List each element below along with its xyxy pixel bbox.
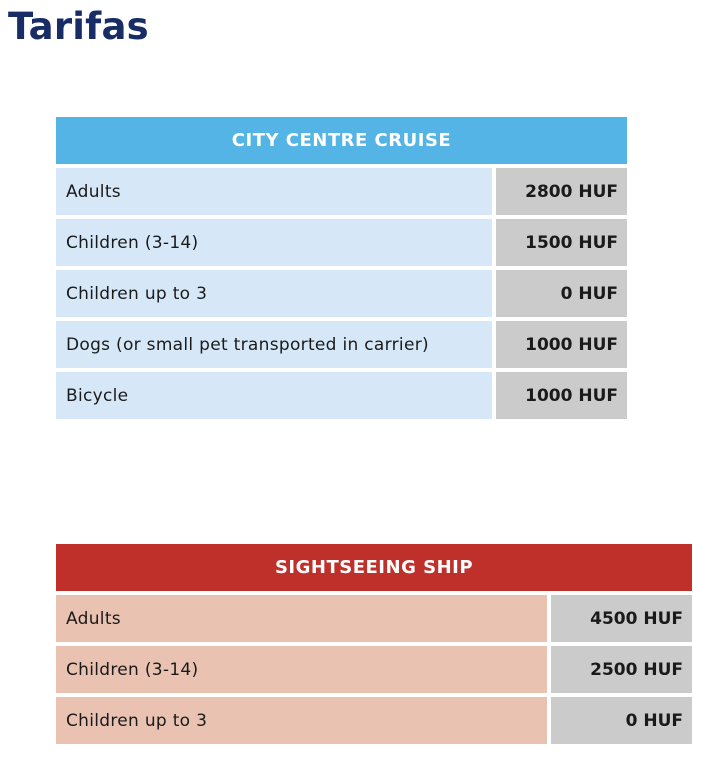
table-header: SIGHTSEEING SHIP bbox=[56, 544, 692, 591]
fare-price: 1500 HUF bbox=[496, 219, 627, 266]
fare-price: 1000 HUF bbox=[496, 321, 627, 368]
table-header: CITY CENTRE CRUISE bbox=[56, 117, 627, 164]
fare-label: Bicycle bbox=[56, 372, 492, 419]
fare-price: 1000 HUF bbox=[496, 372, 627, 419]
fare-label: Children up to 3 bbox=[56, 697, 547, 744]
fare-price: 0 HUF bbox=[551, 697, 692, 744]
table-row bbox=[56, 697, 692, 744]
table-row bbox=[56, 372, 627, 419]
table-row bbox=[56, 168, 627, 215]
fare-label: Dogs (or small pet transported in carrier) bbox=[56, 321, 492, 368]
table-row bbox=[56, 321, 627, 368]
table-row bbox=[56, 646, 692, 693]
fare-price: 4500 HUF bbox=[551, 595, 692, 642]
fare-label: Children (3-14) bbox=[56, 646, 547, 693]
fare-price: 0 HUF bbox=[496, 270, 627, 317]
sightseeing-ship-table bbox=[56, 544, 692, 744]
table-row bbox=[56, 270, 627, 317]
table-row bbox=[56, 595, 692, 642]
fare-label: Adults bbox=[56, 168, 492, 215]
city-centre-cruise-table bbox=[56, 117, 627, 419]
fare-price: 2800 HUF bbox=[496, 168, 627, 215]
fare-label: Children (3-14) bbox=[56, 219, 492, 266]
page-title: Tarifas bbox=[8, 5, 149, 48]
table-row bbox=[56, 219, 627, 266]
fare-label: Adults bbox=[56, 595, 547, 642]
fare-price: 2500 HUF bbox=[551, 646, 692, 693]
fare-label: Children up to 3 bbox=[56, 270, 492, 317]
